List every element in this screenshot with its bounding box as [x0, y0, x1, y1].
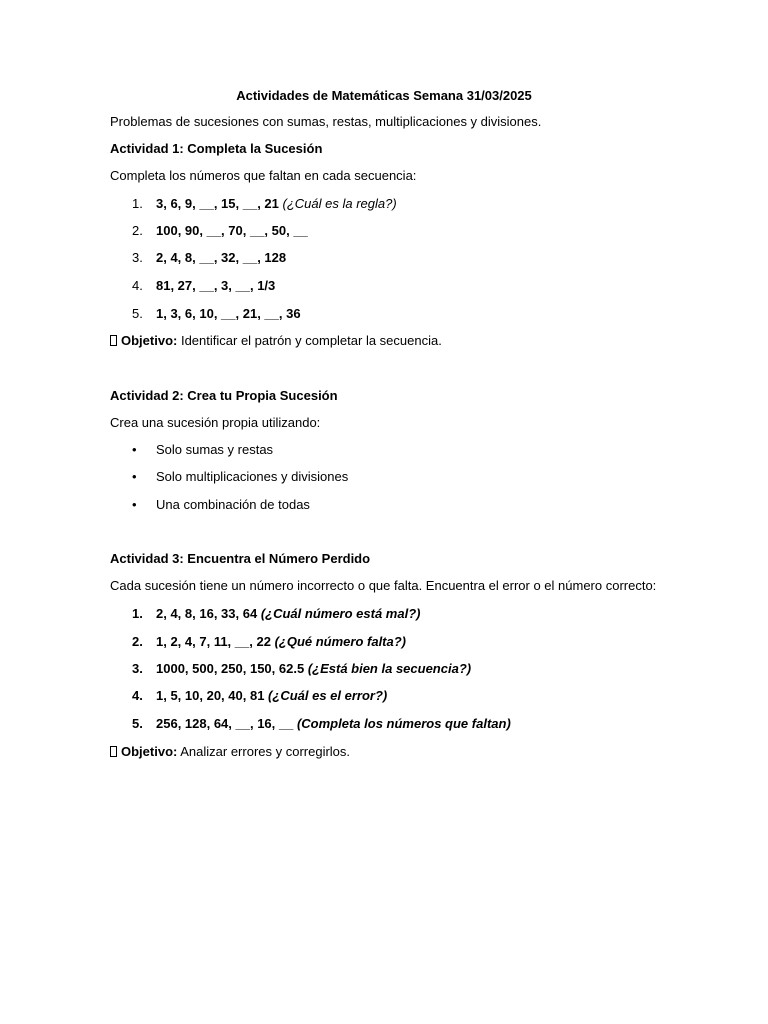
activity2-instruction: Crea una sucesión propia utilizando:	[110, 415, 321, 430]
list-number: 1.	[132, 606, 143, 621]
sequence-note: (¿Cuál número está mal?)	[260, 606, 421, 621]
sequence-text: 81, 27, __, 3, __, 1/3	[156, 278, 276, 293]
sequence-note: (¿Está bien la secuencia?)	[307, 661, 472, 676]
activity1-instruction: Completa los números que faltan en cada secuencia:	[110, 168, 417, 183]
objective-label: Objetivo:	[121, 333, 178, 348]
sequence-text: 256, 128, 64, __, 16, __	[156, 716, 294, 731]
list-number: 4.	[132, 688, 143, 703]
bullet-text: Solo multiplicaciones y divisiones	[156, 469, 349, 484]
sequence-text: 1000, 500, 250, 150, 62.5	[156, 661, 305, 676]
list-number: 4.	[132, 278, 143, 293]
list-number: 2.	[132, 223, 143, 238]
sequence-note: (¿Qué número falta?)	[274, 634, 407, 649]
activity1-heading: Actividad 1: Completa la Sucesión	[110, 141, 323, 156]
activity2-heading: Actividad 2: Crea tu Propia Sucesión	[110, 388, 338, 403]
sequence-text: 2, 4, 8, 16, 33, 64	[156, 606, 258, 621]
bullet-icon: •	[132, 497, 137, 512]
bullet-icon: •	[132, 442, 137, 457]
bullet-text: Una combinación de todas	[156, 497, 310, 512]
activity1-objective	[110, 333, 442, 349]
sequence-text: 3, 6, 9, __, 15, __, 21	[156, 196, 279, 211]
list-number: 2.	[132, 634, 143, 649]
bullet-text: Solo sumas y restas	[156, 442, 274, 457]
sequence-note: (¿Cuál es el error?)	[268, 688, 388, 703]
activity3-instruction: Cada sucesión tiene un número incorrecto o que falta. Encuentra el error o el número correcto:	[110, 578, 657, 593]
list-number: 5.	[132, 716, 143, 731]
list-number: 5.	[132, 306, 143, 321]
bullet-icon: •	[132, 469, 137, 484]
list-number: 3.	[132, 661, 143, 676]
activity3-heading: Actividad 3: Encuentra el Número Perdido	[110, 551, 371, 566]
sequence-text: 2, 4, 8, __, 32, __, 128	[156, 250, 287, 265]
intro-text: Problemas de sucesiones con sumas, restas, multiplicaciones y divisiones.	[110, 114, 542, 129]
page-title: Actividades de Matemáticas Semana 31/03/2025	[236, 88, 532, 103]
list-number: 3.	[132, 250, 143, 265]
missing-glyph-box-icon	[110, 746, 117, 757]
missing-glyph-box-icon	[110, 335, 117, 346]
objective-label: Objetivo:	[121, 744, 178, 759]
objective-text: Identificar el patrón y completar la secuencia.	[180, 333, 442, 348]
sequence-note: (¿Cuál es la regla?)	[282, 196, 397, 211]
objective-text: Analizar errores y corregirlos.	[180, 744, 351, 759]
activity3-objective	[110, 744, 350, 760]
list-number: 1.	[132, 196, 143, 211]
sequence-text: 1, 5, 10, 20, 40, 81	[156, 688, 265, 703]
sequence-text: 100, 90, __, 70, __, 50, __	[156, 223, 308, 238]
sequence-text: 1, 3, 6, 10, __, 21, __, 36	[156, 306, 301, 321]
sequence-note: (Completa los números que faltan)	[296, 716, 511, 731]
sequence-text: 1, 2, 4, 7, 11, __, 22	[156, 634, 271, 649]
